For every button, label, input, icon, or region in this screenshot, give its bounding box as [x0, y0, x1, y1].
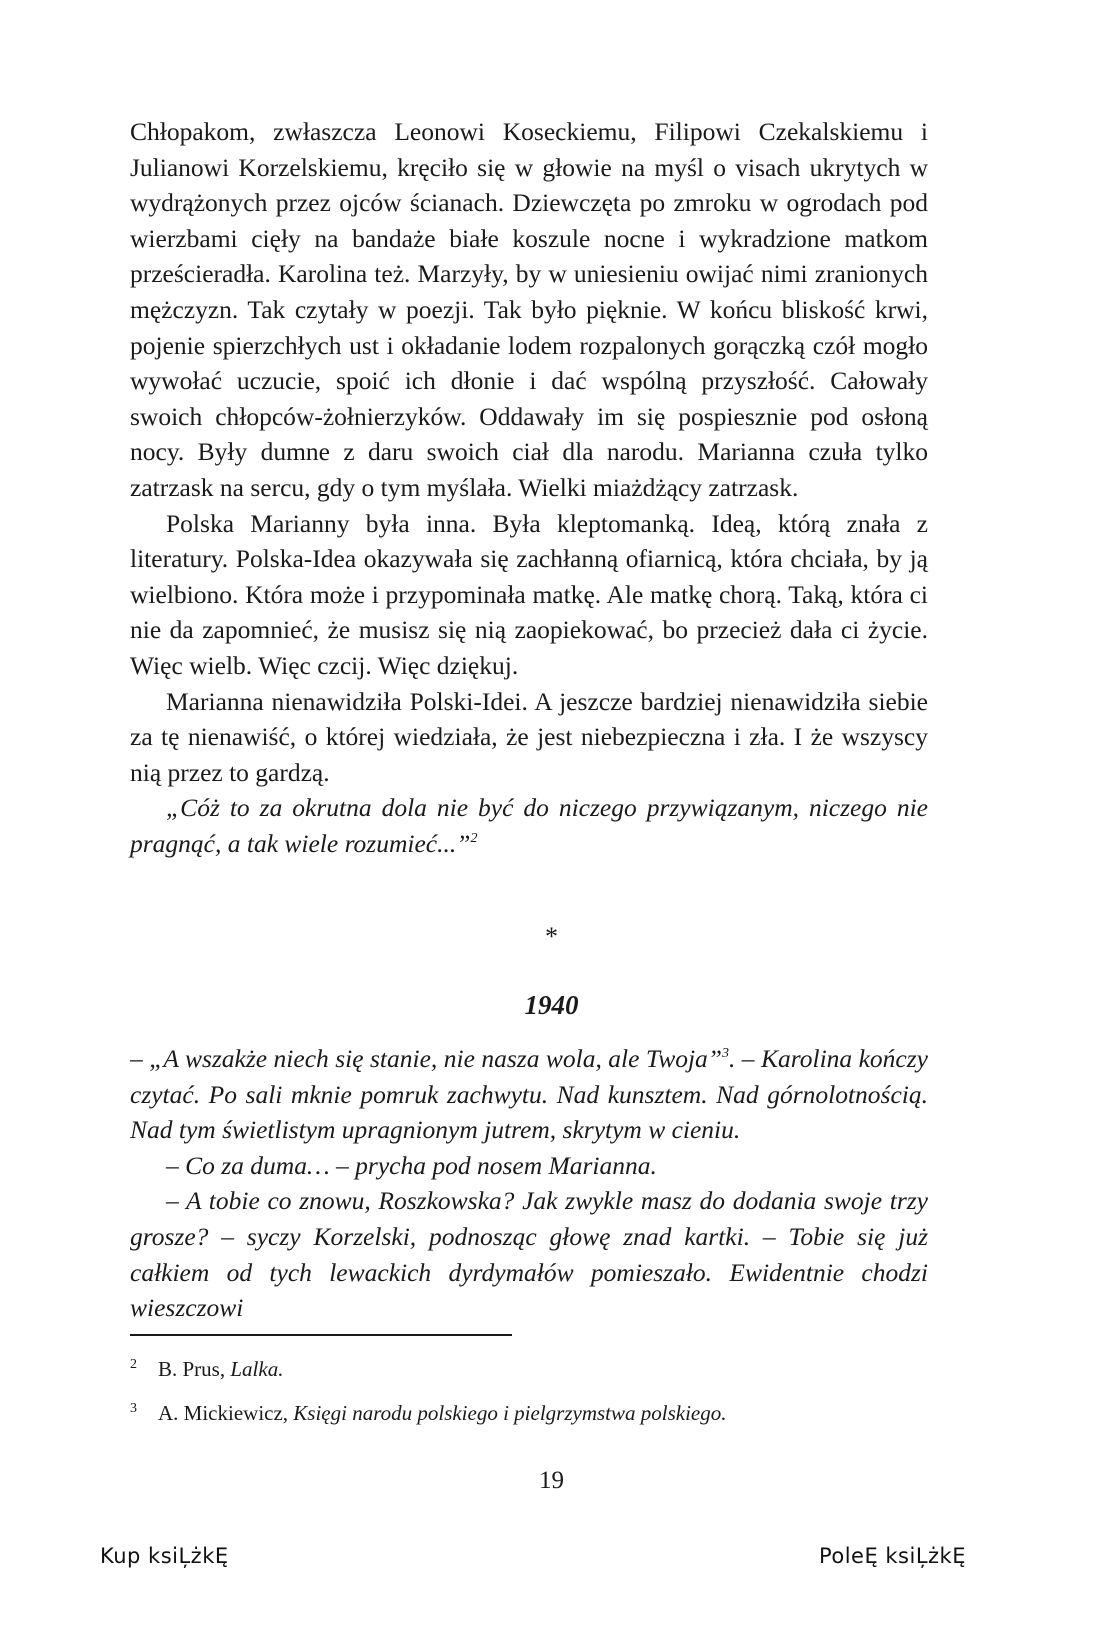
body-paragraph: Chłopakom, zwłaszcza Leonowi Koseckiemu, Filipowi Czekalskiemu i Julianowi Korzelskiemu, kręciło się w głowie na myśl o visach ukrytych w wydrążonych przez ojców ścianach. Dziewczęta po zmroku w ogrodach pod wierzbami cięły na bandaże białe koszule nocne i wykradzione matkom prześcieradła. Karolina też. Marzyły, by w uniesieniu owijać nimi zranionych mężczyzn. Tak czytały w poezji. Tak było pięknie. W końcu bliskość krwi, pojenie spierzchłych ust i okładanie lodem rozpalonych gorączką czół mogło wywołać uczucie, spoić ich dłonie i dać wspólną przyszłość. Całowały swoich chłopców-żołnierzyków. Oddawały im się pospiesznie pod osłoną nocy. Były dumne z daru swoich ciał dla narodu. Marianna czuła tylko zatrzask na sercu, gdy o tym myślała. Wielki miażdżący zatrzask. — [130, 117, 928, 502]
footnote-author: A. Mickiewicz, — [158, 1401, 294, 1425]
footnote-ref-3[interactable]: 3 — [721, 1046, 729, 1061]
footnote-number: 2 — [130, 1357, 137, 1372]
footnote-title: Księgi narodu polskiego i pielgrzymstwa polskiego. — [293, 1401, 727, 1425]
footnote-ref-2[interactable]: 2 — [470, 830, 478, 846]
body-text — [130, 114, 928, 861]
quote-paragraph — [130, 790, 928, 861]
quote-text: „Cóż to za okrutna dola nie być do niczego przywiązanym, niczego nie pragnąć, a tak wiele rozumieć...” — [130, 793, 928, 858]
body-paragraph: Marianna nienawidziła Polski-Idei. A jeszcze bardziej nienawidziła siebie za tę nienawiść, o której wiedziała, że jest niebezpieczna i zła. I że wszyscy nią przez to gardzą. — [130, 686, 928, 787]
chapter-paragraph — [130, 1041, 928, 1148]
footnote-item — [130, 1398, 930, 1442]
chapter-text — [130, 1041, 928, 1326]
chapter-text-segment: – „A wszakże niech się stanie, nie nasza wola, ale Twoja” — [130, 1044, 722, 1073]
chapter-text-segment: . – Karolina kończy czytać. Po sali mknie pomruk zachwytu. Nad kunsztem. Nad górnolotnością. Nad tym świetlistym upragnionym jutrem, skrytym w cieniu. — [130, 1044, 928, 1145]
footnote-divider — [130, 1334, 512, 1336]
chapter-heading: 1940 — [524, 990, 579, 1020]
page-number: 19 — [539, 1467, 564, 1494]
section-separator: * — [545, 922, 558, 951]
chapter-paragraph: – Co za duma… – prycha pod nosem Marianna. — [166, 1150, 657, 1180]
footnote-text — [158, 1354, 283, 1384]
footnotes — [130, 1354, 930, 1442]
recommend-book-link[interactable]: PoleĘ ksiĻżkĘ — [818, 1544, 966, 1568]
footnote-title: Lalka. — [230, 1357, 284, 1381]
footnote-text — [158, 1398, 727, 1428]
footnote-number: 3 — [130, 1401, 137, 1416]
footnote-item — [130, 1354, 930, 1398]
body-paragraph: Polska Marianny była inna. Była kleptomanką. Ideą, którą znała z literatury. Polska-Idea okazywała się zachłanną ofiarnicą, która chciała, by ją wielbiono. Która może i przypominała matkę. Ale matkę chorą. Taką, która ci nie da zapomnieć, że musisz się nią zaopiekować, bo przecież dała ci życie. Więc wielb. Więc czcij. Więc dziękuj. — [130, 508, 928, 680]
buy-book-link[interactable]: Kup ksiĻżkĘ — [100, 1544, 229, 1568]
footnote-author: B. Prus, — [158, 1357, 231, 1381]
chapter-paragraph: – A tobie co znowu, Roszkowska? Jak zwykle masz do dodania swoje trzy grosze? – syczy Korzelski, podnosząc głowę znad kartki. – Tobie się już całkiem od tych lewackich dyrdymałów pomieszało. Ewidentnie chodzi wieszczowi — [130, 1186, 928, 1323]
